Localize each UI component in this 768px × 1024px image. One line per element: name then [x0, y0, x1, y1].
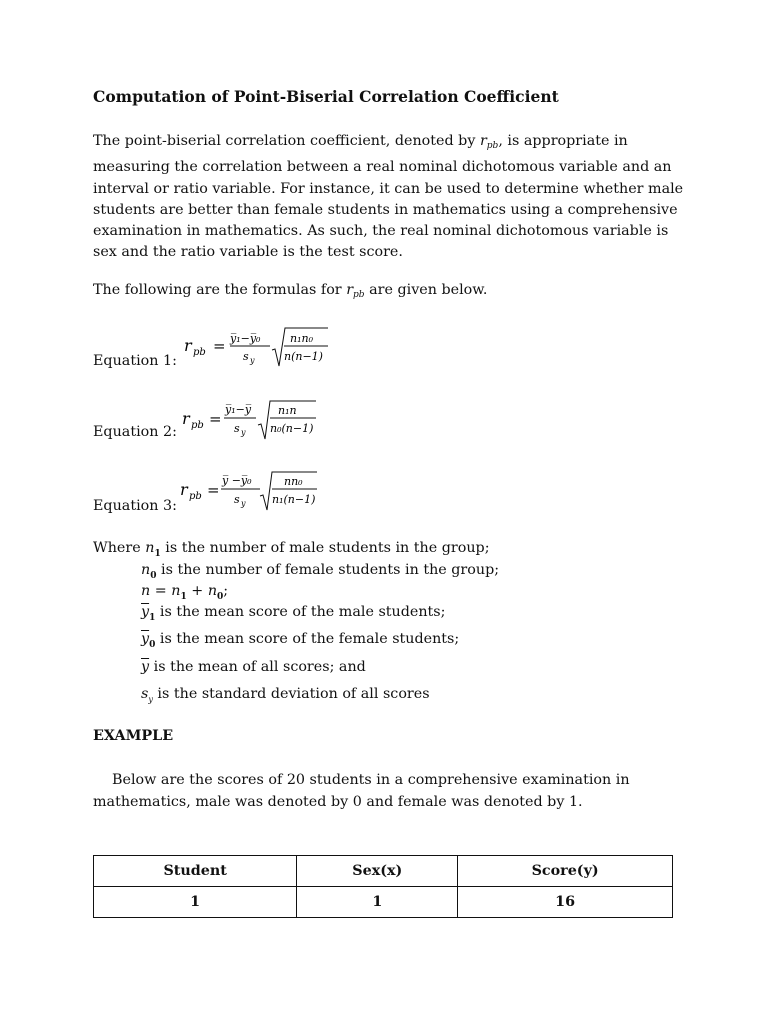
svg-text:s: s — [234, 422, 240, 435]
table-header-row — [94, 856, 673, 887]
svg-text:r: r — [184, 336, 192, 355]
page-title: Computation of Point-Biserial Correlation Coefficient — [93, 87, 559, 106]
example-heading: EXAMPLE — [93, 728, 174, 744]
intro-line-5: examination in mathematics. As such, the real nominal dichotomous variable is — [93, 223, 669, 240]
intro-line-2: measuring the correlation between a real nominal dichotomous variable and an — [93, 159, 672, 176]
svg-text:pb: pb — [193, 347, 206, 358]
svg-text:n(n−1): n(n−1) — [284, 350, 323, 363]
header-score: Score(y) — [458, 856, 673, 887]
definition-n: $n = n_1 + n_0$; — [141, 583, 229, 602]
svg-text:s: s — [234, 493, 240, 506]
equation-1-label: Equation 1: — [93, 353, 177, 369]
svg-text:r: r — [182, 409, 190, 428]
equation-2-label: Equation 2: — [93, 424, 177, 440]
intro-line-6: sex and the ratio variable is the test score. — [93, 244, 403, 261]
intro-line-3: interval or ratio variable. For instance, it can be used to determine whether male — [93, 180, 684, 197]
intro-paragraph — [93, 131, 693, 264]
example-line-2: mathematics, male was denoted by 0 and female was denoted by 1. — [93, 793, 583, 810]
cell-sex: 1 — [297, 887, 458, 918]
svg-text:n₁(n−1): n₁(n−1) — [272, 493, 316, 506]
formulas-intro: The following are the formulas for $r_{pb}$ are given below. — [93, 282, 488, 300]
definition-n0: $n_0$ is the number of female students in the group; — [141, 562, 500, 581]
header-student: Student — [94, 856, 297, 887]
svg-text:pb: pb — [189, 491, 202, 502]
svg-text:n₀(n−1): n₀(n−1) — [270, 422, 314, 435]
svg-text:s: s — [243, 350, 249, 363]
definition-y: $\overline{y}$ is the mean of all scores; and — [141, 659, 366, 675]
example-paragraph — [93, 770, 693, 813]
equation-3-formula — [180, 466, 340, 514]
equation-1-formula — [180, 322, 340, 370]
equation-3-label: Equation 3: — [93, 498, 177, 514]
intro-line-4: students are better than female students in mathematics using a comprehensive — [93, 201, 678, 218]
table-row — [94, 887, 673, 918]
svg-text:y̅ −y̅₀: y̅ −y̅₀ — [222, 474, 252, 487]
svg-text:=: = — [209, 410, 222, 428]
scores-table — [93, 855, 673, 918]
definition-n1: Where $n_1$ is the number of male students in the group; — [93, 540, 490, 559]
definition-y1: $\overline{y}_1$ is the mean score of the male students; — [141, 604, 446, 623]
intro-line-1: The point-biserial correlation coefficient, denoted by $r_{pb}$, is appropriate in — [93, 133, 628, 151]
definition-sy: $s_y$ is the standard deviation of all scores — [141, 686, 430, 704]
svg-text:y: y — [250, 356, 255, 365]
svg-text:y̅₁−y̅₀: y̅₁−y̅₀ — [230, 332, 261, 345]
svg-text:n₁n₀: n₁n₀ — [290, 332, 313, 345]
svg-text:nn₀: nn₀ — [284, 475, 303, 488]
example-line-1: Below are the scores of 20 students in a comprehensive examination in — [112, 772, 630, 788]
svg-text:y̅₁−y̅: y̅₁−y̅ — [225, 403, 252, 416]
svg-text:y: y — [241, 428, 246, 437]
svg-text:=: = — [213, 337, 226, 355]
svg-text:y: y — [241, 499, 246, 508]
equation-2-formula — [180, 395, 340, 443]
svg-text:r: r — [180, 480, 188, 499]
cell-score: 16 — [458, 887, 673, 918]
rpb-symbol: $r_{pb}$ — [479, 133, 499, 151]
svg-text:n₁n: n₁n — [278, 404, 297, 417]
svg-text:pb: pb — [191, 420, 204, 431]
svg-text:=: = — [207, 481, 220, 499]
cell-student: 1 — [94, 887, 297, 918]
header-sex: Sex(x) — [297, 856, 458, 887]
definition-y0: $\overline{y}_0$ is the mean score of the female students; — [141, 631, 460, 650]
